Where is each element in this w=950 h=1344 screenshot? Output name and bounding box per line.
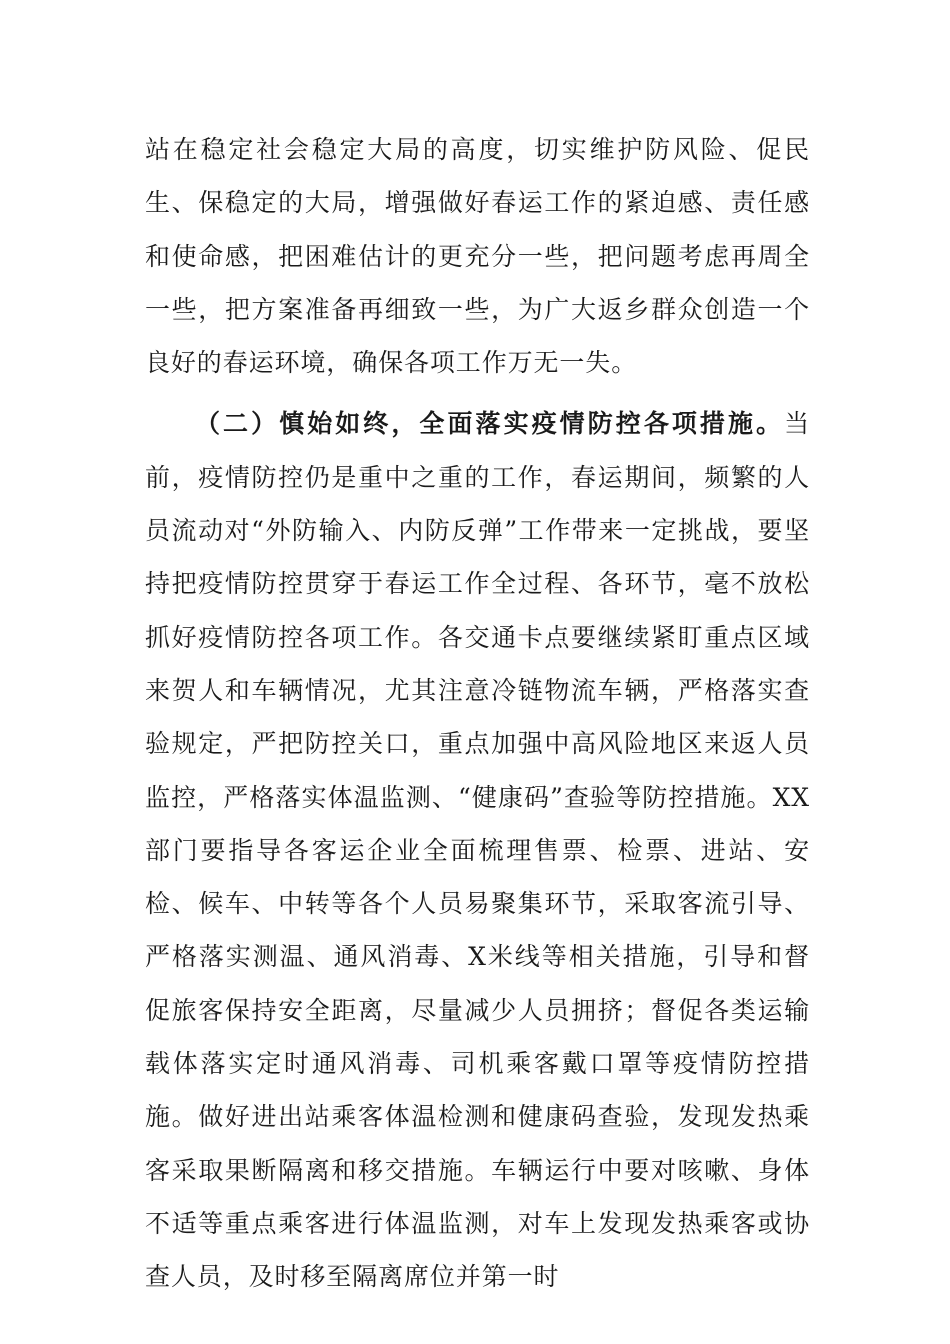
paragraph-section-two — [145, 397, 810, 1303]
paragraph-text: 站在稳定社会稳定大局的高度，切实维护防风险、促民生、保稳定的大局，增强做好春运工作的紧迫感、责任感和使命感，把困难估计的更充分一些，把问题考虑再周全一些，把方案准备再细致一些，为广大返乡群众创造一个良好的春运环境，确保各项工作万无一失。 — [145, 135, 810, 378]
paragraph-continuation — [145, 123, 810, 389]
document-page — [145, 123, 810, 1304]
paragraph-text: 当前，疫情防控仍是重中之重的工作，春运期间，频繁的人员流动对“外防输入、内防反弹”工作带来一定挑战，要坚持把疫情防控贯穿于春运工作全过程、各环节，毫不放松抓好疫情防控各项工作。各交通卡点要继续紧盯重点区域来贺人和车辆情况，尤其注意冷链物流车辆，严格落实查验规定，严把防控关口，重点加强中高风险地区来返人员监控，严格落实体温监测、“健康码”查验等防控措施。XX部门要指导各客运企业全面梳理售票、检票、进站、安检、候车、中转等各个人员易聚集环节，采取客流引导、严格落实测温、通风消毒、X米线等相关措施，引导和督促旅客保持安全距离，尽量减少人员拥挤；督促各类运输载体落实定时通风消毒、司机乘客戴口罩等疫情防控措施。做好进出站乘客体温检测和健康码查验，发现发热乘客采取果断隔离和移交措施。车辆运行中要对咳嗽、身体不适等重点乘客进行体温监测，对车上发现发热乘客或协查人员，及时移至隔离席位并第一时 — [145, 409, 810, 1292]
section-heading: （二）慎始如终，全面落实疫情防控各项措施。 — [195, 409, 785, 439]
